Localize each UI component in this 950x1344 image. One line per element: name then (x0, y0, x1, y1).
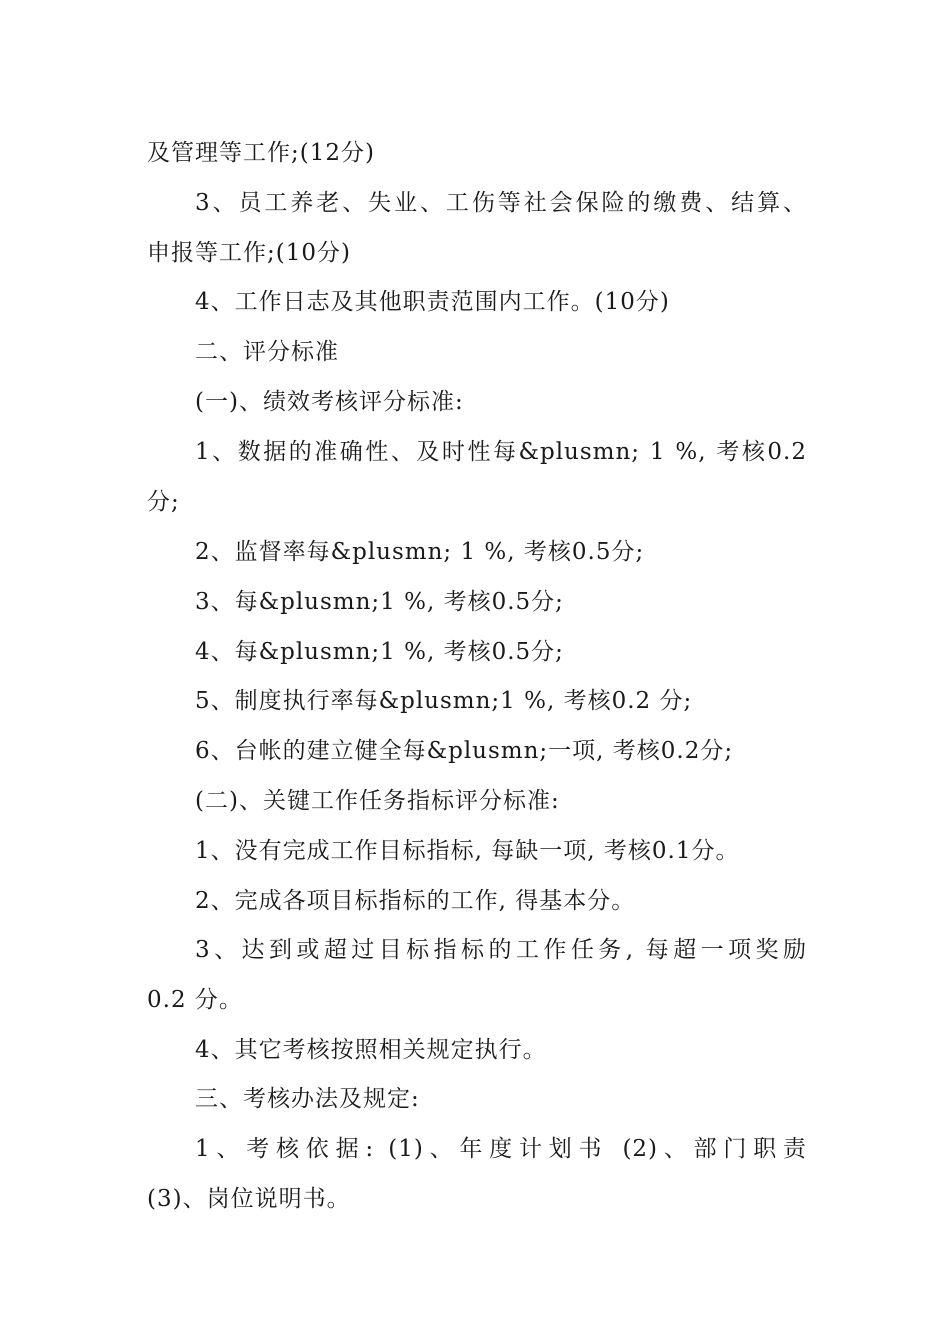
text-line: 4、工作日志及其他职责范围内工作。(10分) (195, 289, 670, 315)
text-line: 分; (147, 489, 180, 515)
text-line: 3、达到或超过目标指标的工作任务, 每超一项奖励 (195, 937, 807, 963)
text-line: 3、每&plusmn;1 %, 考核0.5分; (195, 589, 564, 615)
text-line: 1、数据的准确性、及时性每&plusmn; 1 %, 考核0.2 (195, 439, 807, 465)
section-heading: 二、评分标准 (195, 339, 339, 365)
text-line: 3、员工养老、失业、工伤等社会保险的缴费、结算、 (195, 190, 807, 216)
text-line: 及管理等工作;(12分) (147, 140, 375, 166)
subsection-heading: (二)、关键工作任务指标评分标准: (195, 788, 560, 814)
text-line: 4、其它考核按照相关规定执行。 (195, 1037, 547, 1063)
text-line: (3)、岗位说明书。 (147, 1186, 351, 1212)
text-line: 2、监督率每&plusmn; 1 %, 考核0.5分; (195, 539, 645, 565)
text-line: 1、考核依据: (1)、年度计划书 (2)、部门职责 (195, 1136, 807, 1162)
text-line: 6、台帐的建立健全每&plusmn;一项, 考核0.2分; (195, 738, 734, 764)
text-line: 申报等工作;(10分) (147, 240, 351, 266)
text-line: 1、没有完成工作目标指标, 每缺一项, 考核0.1分。 (195, 838, 740, 864)
section-heading: 三、考核办法及规定: (195, 1086, 420, 1112)
text-line: 0.2 分。 (147, 987, 243, 1013)
text-line: 4、每&plusmn;1 %, 考核0.5分; (195, 639, 564, 665)
text-line: 2、完成各项目标指标的工作, 得基本分。 (195, 888, 636, 914)
text-line: 5、制度执行率每&plusmn;1 %, 考核0.2 分; (195, 688, 693, 714)
subsection-heading: (一)、绩效考核评分标准: (195, 389, 464, 415)
